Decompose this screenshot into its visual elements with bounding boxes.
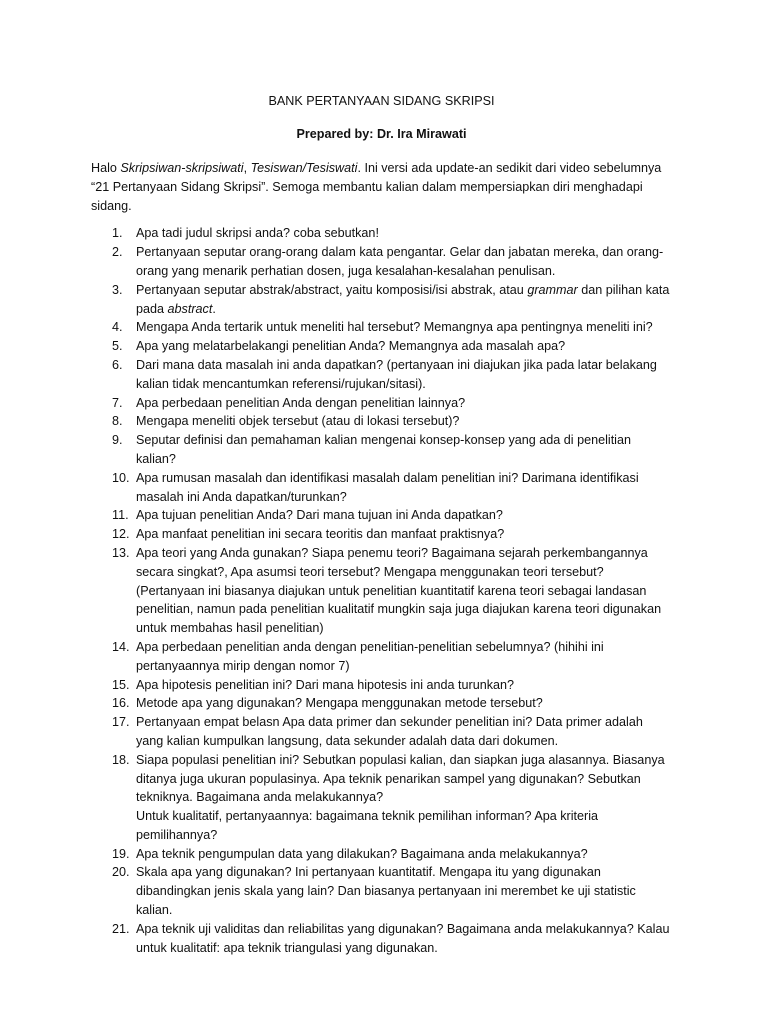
question-item [91,920,672,958]
question-item [91,431,672,469]
question-text: Dari mana data masalah ini anda dapatkan? (pertanyaan ini diajukan jika pada latar belakang kalian tidak mencantumkan referensi/rujukan/sitasi). [136,357,657,391]
question-text: Skala apa yang digunakan? Ini pertanyaan kuantitatif. Mengapa itu yang digunakan dibandingkan jenis skala yang lain? Dan biasanya pertanyaan ini merembet ke uji statistic kalian. [136,865,636,918]
question-item [91,638,672,676]
author-line: Prepared by: Dr. Ira Mirawati [296,127,467,141]
question-text-em-abstract: abstract [167,301,213,316]
question-number: 10. [112,470,130,485]
question-text: Apa tujuan penelitian Anda? Dari mana tujuan ini Anda dapatkan? [136,508,503,523]
question-number: 2. [112,245,123,260]
question-text-mid: dan pilihan kata pada [136,282,670,316]
question-number: 15. [112,677,130,692]
intro-halo: Halo [91,161,121,175]
question-number: 21. [112,921,130,936]
question-list [91,224,672,957]
question-item [91,676,672,695]
question-text: Pertanyaan seputar orang-orang dalam kata pengantar. Gelar dan jabatan mereka, dan orang-orang yang menarik perhatian dosen, juga kesalahan-kesalahan penulisan. [136,245,664,278]
question-text: Metode apa yang digunakan? Mengapa menggunakan metode tersebut? [136,696,543,711]
question-number: 17. [112,715,130,730]
question-item [91,224,672,243]
question-number: 4. [112,320,123,335]
question-number: 20. [112,865,130,880]
question-text: Apa hipotesis penelitian ini? Dari mana hipotesis ini anda turunkan? [136,677,515,692]
question-text: Mengapa meneliti objek tersebut (atau di lokasi tersebut)? [136,414,460,429]
question-text-pre: Pertanyaan seputar abstrak/abstract, yaitu komposisi/isi abstrak, atau [136,282,528,297]
intro-paragraph [91,159,672,215]
question-number: 16. [112,696,130,711]
question-text: Apa perbedaan penelitian anda dengan penelitian-penelitian sebelumnya? (hihihi ini pertanyaannya mirip dengan nomor 7) [136,639,604,673]
intro-separator: , [243,161,251,175]
question-text: Seputar definisi dan pemahaman kalian mengenai konsep-konsep yang ada di penelitian kalian? [136,433,631,466]
question-text: Apa perbedaan penelitian Anda dengan penelitian lainnya? [136,395,466,410]
question-text: Apa teori yang Anda gunakan? Siapa penemu teori? Bagaimana sejarah perkembangannya secara singkat?, Apa asumsi teori tersebut? Mengapa menggunakan teori tersebut? (Pertanyaan ini biasanya diajukan untuk penelitian kuantitatif karena teori sebagai landasan penelitian, namun pada penelitian kualitatif mungkin saja juga diajukan karena teori digunakan untuk membahas hasil penelitian) [136,545,662,636]
question-text: Apa teknik pengumpulan data yang dilakukan? Bagaimana anda melakukannya? [136,846,588,861]
question-text: Apa manfaat penelitian ini secara teoritis dan manfaat praktisnya? [136,527,505,542]
question-text-post: . [212,301,216,316]
question-item [91,337,672,356]
question-extra-text: Untuk kualitatif, pertanyaannya: bagaimana teknik pemilihan informan? Apa kriteria pemilihannya? [136,809,599,842]
question-item [91,318,672,337]
question-number: 11. [112,508,129,523]
question-number: 5. [112,339,123,354]
question-number: 3. [112,282,123,297]
intro-rest: . Ini versi ada update-an sedikit dari video sebelumnya “21 Pertanyaan Sidang Skripsi”. Semoga membantu kalian dalam mempersiapkan diri menghadapi sidang. [91,161,662,213]
question-text: Apa teknik uji validitas dan reliabilitas yang digunakan? Bagaimana anda melakukannya? Kalau untuk kualitatif: apa teknik triangulasi yang digunakan. [136,921,670,955]
question-text: Apa rumusan masalah dan identifikasi masalah dalam penelitian ini? Darimana identifikasi masalah ini Anda dapatkan/turunkan? [136,470,639,504]
question-item [91,356,672,394]
question-item [91,412,672,431]
question-item [91,243,672,281]
question-text-em-grammar: grammar [527,282,578,297]
question-number: 7. [112,395,123,410]
question-text: Apa yang melatarbelakangi penelitian Anda? Memangnya ada masalah apa? [136,339,566,354]
question-item [91,281,672,319]
question-number: 6. [112,357,123,372]
question-item [91,506,672,525]
question-number: 19. [112,846,130,861]
question-text: Siapa populasi penelitian ini? Sebutkan populasi kalian, dan siapkan juga alasannya. Biasanya ditanya juga ukuran populasinya. Apa teknik penarikan sampel yang digunakan? Sebutkan tekniknya. Bagaimana anda melakukannya? [136,752,665,805]
question-item [91,394,672,413]
intro-greeting-2: Tesiswan/Tesiswati [250,161,358,175]
question-text: Apa tadi judul skripsi anda? coba sebutkan! [136,226,379,241]
question-number: 13. [112,545,130,560]
question-number: 1. [112,226,123,241]
question-item [91,845,672,864]
question-text: Mengapa Anda tertarik untuk meneliti hal tersebut? Memangnya apa pentingnya meneliti ini? [136,320,653,335]
intro-greeting-1: Skripsiwan-skripsiwati [120,161,244,175]
question-item [91,863,672,919]
question-item [91,713,672,751]
question-item [91,694,672,713]
question-number: 8. [112,414,123,429]
document-title: BANK PERTANYAAN SIDANG SKRIPSI [268,94,495,108]
question-number: 18. [112,752,130,767]
question-number: 9. [112,433,123,448]
question-text: Pertanyaan empat belasn Apa data primer dan sekunder penelitian ini? Data primer adalah yang kalian kumpulkan langsung, data sekunder adalah data dari dokumen. [136,715,643,748]
question-item [91,751,672,845]
question-number: 14. [112,639,130,654]
question-item [91,544,672,638]
question-number: 12. [112,527,130,542]
question-item [91,469,672,507]
question-item [91,525,672,544]
